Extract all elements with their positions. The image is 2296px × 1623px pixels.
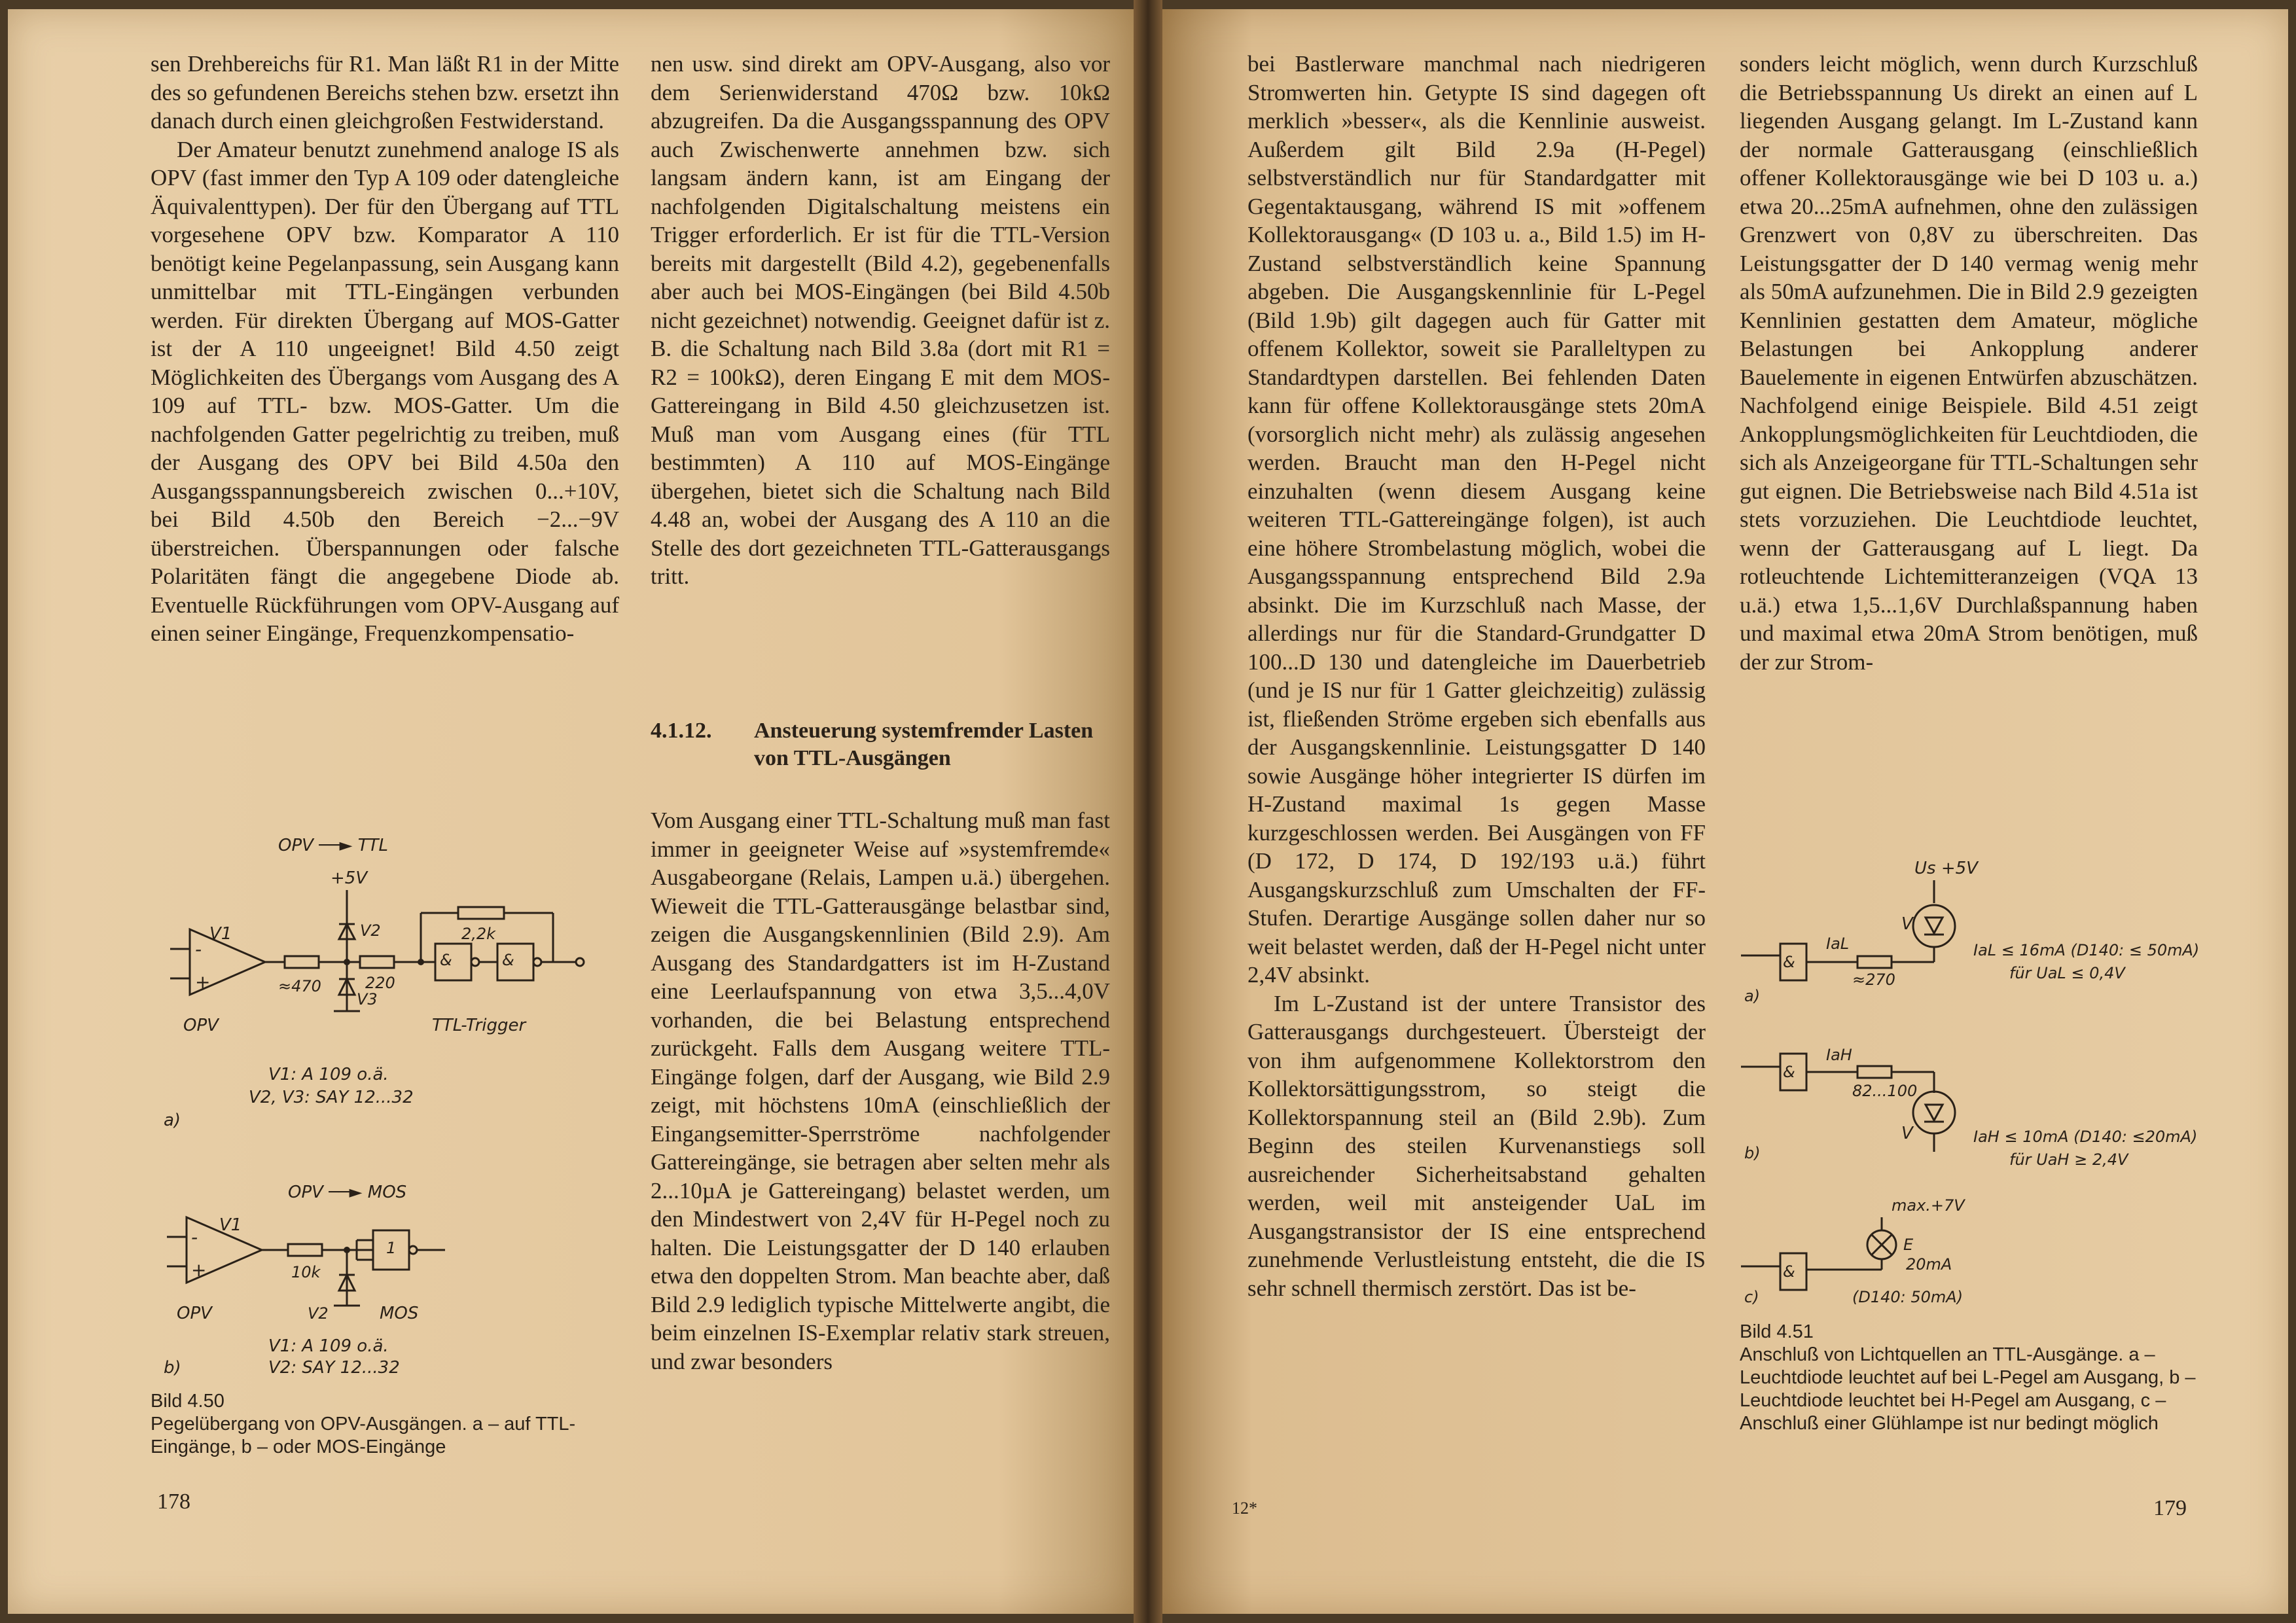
fig-label: ≈470 bbox=[278, 977, 321, 995]
caption-text: Pegelübergang von OPV-Ausgängen. a – auf TTL-Eingänge, b – oder MOS-Eingänge bbox=[151, 1414, 576, 1457]
figure-caption bbox=[151, 1390, 622, 1459]
fig-label: Us +5V bbox=[1914, 859, 1978, 878]
fig-label: TTL-Trigger bbox=[432, 1016, 526, 1035]
fig-label: 82...100 bbox=[1852, 1082, 1918, 1100]
fig-label: OPV ──► MOS bbox=[288, 1183, 407, 1202]
paragraph: sonders leicht möglich, wenn durch Kurzschluß die Betriebsspannung Us direkt an einen auf L liegenden Ausgang gelangt. Im L-Zustand kann der normale Gatterausgang (einschließlich offener Kollektorausgänge wie bei D 103 u. a.) etwa 20...25mA aufnehmen, ohne den zulässigen Grenzwert von 0,8V zu überschreiten. Das Leistungsgatter der D 140 vermag wenig mehr als 50mA aufzunehmen. Die in Bild 2.9 gezeigten Kennlinien gestatten dem Amateur, mögliche Belastungen bei Ankopplung anderer Bauelemente in eigenen Entwürfen abzuschätzen. Nachfolgend einige Beispiele. Bild 4.51 zeigt Ankopplungsmöglichkeiten für Leuchtdioden, die sich als Anzeigeorgane für TTL-Schaltungen sehr gut eignen. Die Betriebsweise nach Bild 4.51a ist stets vorzuziehen. Die Leuchtdiode leuchtet, wenn der Gatterausgang auf L liegt. Da rotleuchtende Lichtemitteranzeigen (VQA 13 u.ä.) etwa 1,5...1,6V Durchlaßspannung haben und maximal etwa 20mA Strom benötigen, muß der zur Strom- bbox=[1740, 51, 2198, 675]
fig-label: E bbox=[1903, 1236, 1914, 1254]
fig-label: max.+7V bbox=[1892, 1196, 1965, 1215]
fig-label: V2 bbox=[360, 921, 381, 940]
figure-caption bbox=[1740, 1321, 2198, 1435]
fig-label: IaH ≤ 10mA (D140: ≤20mA) bbox=[1973, 1128, 2198, 1146]
figure-4-50b bbox=[157, 1178, 628, 1387]
paragraph: Der Amateur benutzt zunehmend analoge IS als OPV (fast immer den Typ A 109 oder datengleiche Äquivalenttypen). Der für den Übergang auf TTL vorgesehene OPV bzw. Komparator A 110 benötigt keine Pegelanpassung, sein Ausgang kann unmittelbar mit TTL-Eingängen verbunden werden. Für direkten Übergang auf MOS-Gatter ist der A 110 ungeeignet! Bild 4.50 zeigt Möglichkeiten des Übergangs vom Ausgang des A 109 auf TTL- bzw. MOS-Gatter. Um die nachfolgenden Gatter pegelrichtig zu treiben, muß der Ausgang des OPV bei Bild 4.50a den Ausgangsspannungsbereich zwischen 0...+10V, bei Bild 4.50b den Bereich −2...−9V überstreichen. Überspannungen oder falsche Polaritäten fängt die angegebene Diode ab. Eventuelle Rückführungen vom OPV-Ausgang auf einen seiner Eingänge, Frequenzkompensatio- bbox=[151, 136, 619, 646]
fig-label: für UaH ≥ 2,4V bbox=[2009, 1150, 2128, 1169]
svg-text:1: 1 bbox=[386, 1239, 397, 1257]
svg-text:&: & bbox=[440, 951, 452, 969]
fig-label: 20mA bbox=[1906, 1255, 1952, 1274]
section-heading bbox=[651, 717, 1110, 772]
fig-label: ≈270 bbox=[1852, 971, 1895, 989]
fig-label: V bbox=[1901, 1124, 1913, 1143]
page-number: 179 bbox=[2153, 1496, 2187, 1520]
figure-4-50a bbox=[157, 831, 628, 1139]
paragraph: nen usw. sind direkt am OPV-Ausgang, also vor dem Serienwiderstand 470Ω bzw. 10kΩ abzugreifen. Da die Ausgangsspannung des OPV auch Zwischenwerte annehmen bzw. sich langsam ändern kann, ist am Eingang der nachfolgenden Digitalschaltung meistens ein Trigger erforderlich. Er ist für die TTL-Version bereits mit dargestellt (Bild 4.2), gegebenenfalls aber auch bei MOS-Eingängen (bei Bild 4.50b nicht gezeichnet) notwendig. Geeignet dafür ist z. B. die Schaltung nach Bild 3.8a (dort mit R1 = R2 = 100kΩ), deren Eingang E mit dem MOS-Gattereingang in Bild 4.50 gleichzusetzen ist. Muß man vom Ausgang eines (für TTL bestimmten) A 110 auf MOS-Eingänge übergehen, bietet sich die Schaltung nach Bild 4.48 an, wobei der Ausgang des A 110 an die Stelle des dort gezeichneten TTL-Gatterausgangs tritt. bbox=[651, 51, 1110, 589]
fig-label: a) bbox=[1744, 987, 1761, 1005]
fig-label: MOS bbox=[380, 1304, 419, 1323]
figure-4-51 bbox=[1734, 844, 2206, 1315]
paragraph: sen Drehbereichs für R1. Man läßt R1 in der Mitte des so gefundenen Bereichs stehen bzw. ersetzt ihn danach durch einen gleichgroßen Festwiderstand. bbox=[151, 51, 619, 134]
signature-mark: 12* bbox=[1232, 1499, 1257, 1518]
fig-label: V3 bbox=[357, 990, 378, 1008]
caption-title: Bild 4.51 bbox=[1740, 1321, 1814, 1342]
paragraph: Vom Ausgang einer TTL-Schaltung muß man fast immer in geeigneter Weise auf »systemfremde« Ausgabeorgane (Relais, Lampen u.ä.) übergehen. Wieweit die TTL-Gatterausgänge belastbar sind, zeigen die Ausgangskennlinien (Bild 2.9). Am Ausgang des Standardgatters ist im H-Zustand eine Leerlaufspannung von etwa 3,5...4,0V vorhanden, die bei Belastung entsprechend zurückgeht. Falls dem Ausgang weitere TTL-Eingänge folgen, darf der Ausgang, wie Bild 2.9 zeigt, mit höchstens 10mA (einschließlich der Eingangsemitter-Sperrströme nachfolgender Gattereingänge, sie betragen aber selten mehr als 2...10µA je Gattereingang) belastet werden, um den Mindestwert von 2,4V für H-Pegel noch zu halten. Die Leistungsgatter der D 140 erlauben etwa den doppelten Strom. Man beachte aber, daß Bild 2.9 lediglich typische Mittelwerte angibt, die beim einzelnen IS-Exemplar relativ stark streuen, und zwar besonders bbox=[651, 808, 1110, 1374]
gate-symbol: & bbox=[1783, 1262, 1795, 1281]
fig-label: OPV bbox=[177, 1304, 212, 1323]
left-column-1 bbox=[151, 50, 619, 648]
gate-symbol: & bbox=[1783, 953, 1795, 971]
right-column-2 bbox=[1740, 50, 2198, 676]
fig-label: V1: A 109 o.ä. bbox=[268, 1065, 389, 1084]
fig-label: V2 bbox=[308, 1304, 329, 1323]
fig-label: IaL bbox=[1826, 935, 1850, 953]
fig-label: 2,2k bbox=[461, 925, 496, 943]
fig-label: b) bbox=[1744, 1144, 1761, 1162]
svg-text:&: & bbox=[502, 951, 514, 969]
fig-label: V1: A 109 o.ä. bbox=[268, 1336, 389, 1356]
paragraph: Im L-Zustand ist der untere Transistor des Gatterausgangs durchgesteuert. Übersteigt der von ihm aufgenommene Kollektorstrom den Kollektorsättigungsstrom, so steigt die Kollektorspannung steil an (Bild 2.9b). Zum Beginn des steilen Kurvenanstiegs soll ausreichender Sicherheitsabstand gehalten werden, weil mit ansteigender UaL im Ausgangstransistor der IS eine entsprechend zunehmende Verlustleistung entsteht, die die IS sehr schnell thermisch zerstört. Das ist be- bbox=[1247, 990, 1706, 1301]
book-gutter bbox=[1134, 0, 1162, 1623]
left-column-2 bbox=[651, 50, 1110, 591]
fig-label: c) bbox=[1744, 1288, 1759, 1306]
svg-text:-: - bbox=[195, 938, 202, 960]
fig-label: b) bbox=[164, 1358, 181, 1378]
fig-label: +5V bbox=[331, 868, 368, 888]
fig-label: OPV bbox=[183, 1016, 219, 1035]
fig-label: V2, V3: SAY 12...32 bbox=[249, 1088, 414, 1107]
fig-label: 220 bbox=[365, 974, 395, 992]
svg-text:+: + bbox=[191, 1259, 207, 1281]
section-title: Ansteuerung systemfremder Lasten von TTL-Ausgängen bbox=[754, 719, 1094, 770]
gate-symbol: & bbox=[1783, 1063, 1795, 1081]
svg-text:-: - bbox=[191, 1226, 198, 1248]
fig-label: (D140: 50mA) bbox=[1852, 1288, 1964, 1306]
right-column-1 bbox=[1247, 50, 1706, 1302]
left-column-2-body bbox=[651, 806, 1110, 1376]
fig-label: V2: SAY 12...32 bbox=[268, 1358, 400, 1378]
fig-label: für UaL ≤ 0,4V bbox=[2009, 964, 2125, 982]
caption-title: Bild 4.50 bbox=[151, 1391, 224, 1412]
fig-label: 10k bbox=[291, 1263, 321, 1281]
fig-label: OPV ──► TTL bbox=[278, 836, 389, 855]
svg-text:+: + bbox=[195, 971, 211, 993]
page-number: 178 bbox=[157, 1489, 190, 1514]
fig-label: IaH bbox=[1826, 1046, 1852, 1064]
fig-label: V1 bbox=[219, 1215, 242, 1235]
fig-label: V1 bbox=[209, 924, 232, 944]
caption-text: Anschluß von Lichtquellen an TTL-Ausgänge. a – Leuchtdiode leuchtet auf bei L-Pegel am Ausgang, b – Leuchtdiode leuchtet bei H-Pegel am Ausgang, c – Anschluß einer Glühlampe ist nur bedingt möglich bbox=[1740, 1344, 2196, 1434]
fig-label: V bbox=[1901, 914, 1913, 934]
section-number: 4.1.12. bbox=[651, 719, 712, 743]
paragraph: bei Bastlerware manchmal nach niedrigeren Stromwerten hin. Getypte IS sind dagegen oft merklich »besser«, als die Kennlinie ausweist. Außerdem gilt Bild 2.9a (H-Pegel) selbstverständlich nur für Standardgatter mit Gegentaktausgang, während IS mit »offenem Kollektorausgang« (D 103 u. a., Bild 1.5) im H-Zustand selbstverständlich keine Spannung abgeben. Die Ausgangskennlinie für L-Pegel (Bild 1.9b) gilt dagegen auch für Gatter mit offenem Kollektor, soweit sie Paralleltypen zu Standardtypen darstellen. Bei fehlenden Daten kann für offene Kollektorausgänge stets 20mA (vorsorglich nicht mehr) als zulässig angesehen werden. Braucht man den H-Pegel nicht einzuhalten (wenn diesem Ausgang keine weiteren TTL-Gattereingänge folgen), ist auch eine höhere Strombelastung möglich, wobei die Ausgangsspannung entsprechend Bild 2.9a absinkt. Die im Kurzschluß nach Masse, der allerdings nur für die Standard-Grundgatter D 100...D 130 und datengleiche im Dauerbetrieb (und je IS nur für 1 Gatter gleichzeitig) zulässig ist, fließenden Ströme ergeben sich ebenfalls aus der Ausgangskennlinie. Leistungsgatter D 140 sowie Ausgänge höher integrierter IS dürfen im H-Zustand maximal 1s gegen Masse kurzgeschlossen werden. Bei Ausgängen von FF (D 172, D 174, D 192/193 u.ä.) führt Ausgangskurzschluß zum Umschalten der FF-Stufen. Derartige Ausgänge sollen daher nur so weit belastet werden, daß der H-Pegel nicht unter 2,4V absinkt. bbox=[1247, 51, 1706, 988]
fig-label: IaL ≤ 16mA (D140: ≤ 50mA) bbox=[1973, 941, 2200, 959]
fig-label: a) bbox=[164, 1111, 181, 1130]
